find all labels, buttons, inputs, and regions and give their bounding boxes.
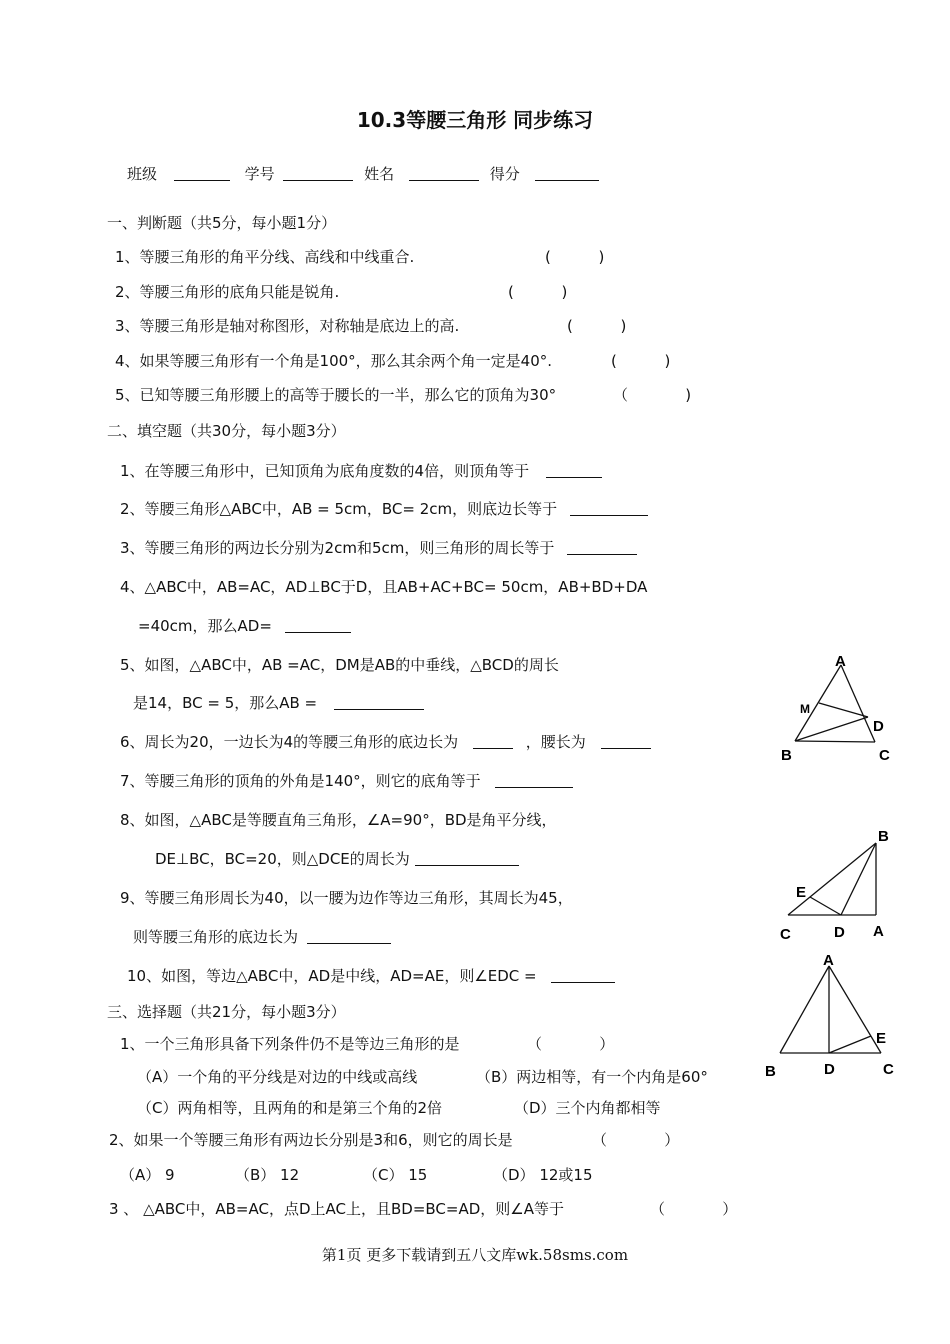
fill-q3-text: 3、等腰三角形的两边长分别为2cm和5cm，则三角形的周长等于 [120,539,555,557]
judge-answer-3[interactable]: ( ) [567,317,627,335]
name-label: 姓名 [364,165,395,183]
fill-q6-blank-base[interactable] [473,733,513,749]
fill-q8-blank[interactable] [415,850,519,866]
fill-q6-text-1: 6、周长为20，一边长为4的等腰三角形的底边长为 [120,733,459,751]
fig1-label-b: B [781,747,792,764]
judge-item-1: 1、等腰三角形的角平分线、高线和中线重合. [115,248,415,266]
choice-q1-option-c[interactable]: （C）两角相等，且两角的和是第三个角的2倍 [137,1099,443,1117]
class-blank[interactable] [174,165,230,181]
choice-q2-option-b[interactable]: （B） 12 [235,1166,300,1184]
fig3-label-c: C [883,1061,894,1078]
fig1-label-d: D [873,718,884,735]
student-info-row [127,164,599,184]
fig2-label-c: C [780,926,791,943]
fill-q5-line1: 5、如图，△ABC中，AB =AC，DM是AB的中垂线，△BCD的周长 [120,656,559,674]
name-blank[interactable] [409,165,479,181]
fig1-label-c: C [879,747,890,764]
fill-q9-line2 [133,927,391,947]
fill-q7-blank[interactable] [495,772,573,788]
fill-q6 [120,732,651,752]
fill-q4-line2 [138,616,351,636]
judge-item-4: 4、如果等腰三角形有一个角是100°，那么其余两个角一定是40°. [115,352,553,370]
choice-q1-option-b[interactable]: （B）两边相等，有一个内角是60° [476,1068,708,1086]
fig3-label-e: E [876,1030,887,1047]
section2-heading: 二、填空题（共30分，每小题3分） [107,422,346,440]
choice-q1-answer[interactable]: （ ） [527,1035,615,1053]
judge-item-5: 5、已知等腰三角形腰上的高等于腰长的一半，那么它的顶角为30° [115,386,557,404]
fig2-label-b: B [878,828,889,845]
judge-answer-1[interactable]: ( ) [545,248,605,266]
choice-q1-option-a[interactable]: （A）一个角的平分线是对边的中线或高线 [137,1068,418,1086]
choice-q3-answer[interactable]: （ ） [650,1200,738,1218]
choice-q2: 2、如果一个等腰三角形有两边长分别是3和6，则它的周长是 [109,1131,513,1149]
judge-answer-5[interactable]: （ ) [613,386,692,404]
class-label: 班级 [127,165,158,183]
fill-q6-blank-leg[interactable] [601,733,651,749]
score-blank[interactable] [535,165,599,181]
choice-q2-option-c[interactable]: （C） 15 [363,1166,428,1184]
fill-q1-text: 1、在等腰三角形中，已知顶角为底角度数的4倍，则顶角等于 [120,462,530,480]
judge-item-3: 3、等腰三角形是轴对称图形，对称轴是底边上的高. [115,317,460,335]
fill-q6-text-2: ，腰长为 [525,733,586,751]
fill-q8-line1: 8、如图，△ABC是等腰直角三角形，∠A=90°，BD是角平分线， [120,811,557,829]
fill-q4-text: =40cm，那么AD= [138,617,272,635]
fill-q10 [127,966,615,986]
fill-q9-blank[interactable] [307,928,391,944]
fig3-label-b: B [765,1063,776,1080]
choice-q2-answer[interactable]: （ ） [592,1131,680,1149]
fill-q3 [120,538,637,558]
judge-answer-4[interactable]: ( ) [611,352,671,370]
judge-answer-2[interactable]: ( ) [508,283,568,301]
fig3-label-d: D [824,1061,835,1078]
choice-q1-option-d[interactable]: （D）三个内角都相等 [514,1099,661,1117]
fill-q3-blank[interactable] [567,539,637,555]
fill-q5-text: 是14，BC = 5，那么AB = [133,694,318,712]
fill-q5-line2 [133,693,424,713]
fill-q7-text: 7、等腰三角形的顶角的外角是140°，则它的底角等于 [120,772,481,790]
number-blank[interactable] [283,165,353,181]
fill-q4-line1: 4、△ABC中，AB=AC，AD⊥BC于D，且AB+AC+BC= 50cm，AB+BD+DA [120,578,648,596]
fill-q2-blank[interactable] [570,500,648,516]
section3-heading: 三、选择题（共21分，每小题3分） [107,1003,346,1021]
fill-q4-blank[interactable] [285,617,351,633]
fig2-label-e: E [796,884,807,901]
fig1-label-m: M [800,702,810,716]
fill-q1-blank[interactable] [546,462,602,478]
fig3-label-a: A [823,952,834,969]
fill-q1 [120,461,602,481]
fill-q2-text: 2、等腰三角形△ABC中，AB = 5cm，BC= 2cm，则底边长等于 [120,500,558,518]
number-label: 学号 [244,165,275,183]
fill-q9-line1: 9、等腰三角形周长为40，以一腰为边作等边三角形，其周长为45， [120,889,573,907]
fill-q10-text: 10、如图，等边△ABC中，AD是中线，AD=AE，则∠EDC = [127,967,537,985]
fig2-label-a: A [873,923,884,940]
fig2-label-d: D [834,924,845,941]
fill-q7 [120,771,573,791]
judge-item-2: 2、等腰三角形的底角只能是锐角. [115,283,340,301]
page-title: 10.3等腰三角形 同步练习 [356,108,594,132]
fig1-label-a: A [835,653,846,670]
choice-q3: 3 、 △ABC中，AB=AC，点D上AC上，且BD=BC=AD，则∠A等于 [109,1200,564,1218]
fill-q2 [120,499,648,519]
score-label: 得分 [489,165,520,183]
fill-q5-blank[interactable] [334,694,424,710]
choice-q2-option-a[interactable]: （A） 9 [120,1166,175,1184]
choice-q1: 1、一个三角形具备下列条件仍不是等边三角形的是 [120,1035,460,1053]
fill-q10-blank[interactable] [551,967,615,983]
fill-q8-line2 [155,849,519,869]
section1-heading: 一、判断题（共5分，每小题1分） [107,214,337,232]
fill-q8-text: DE⊥BC，BC=20，则△DCE的周长为 [155,850,410,868]
page-footer: 第1页 更多下载请到五八文库wk.58sms.com [321,1246,629,1264]
choice-q2-option-d[interactable]: （D） 12或15 [493,1166,593,1184]
fill-q9-text: 则等腰三角形的底边长为 [133,928,299,946]
